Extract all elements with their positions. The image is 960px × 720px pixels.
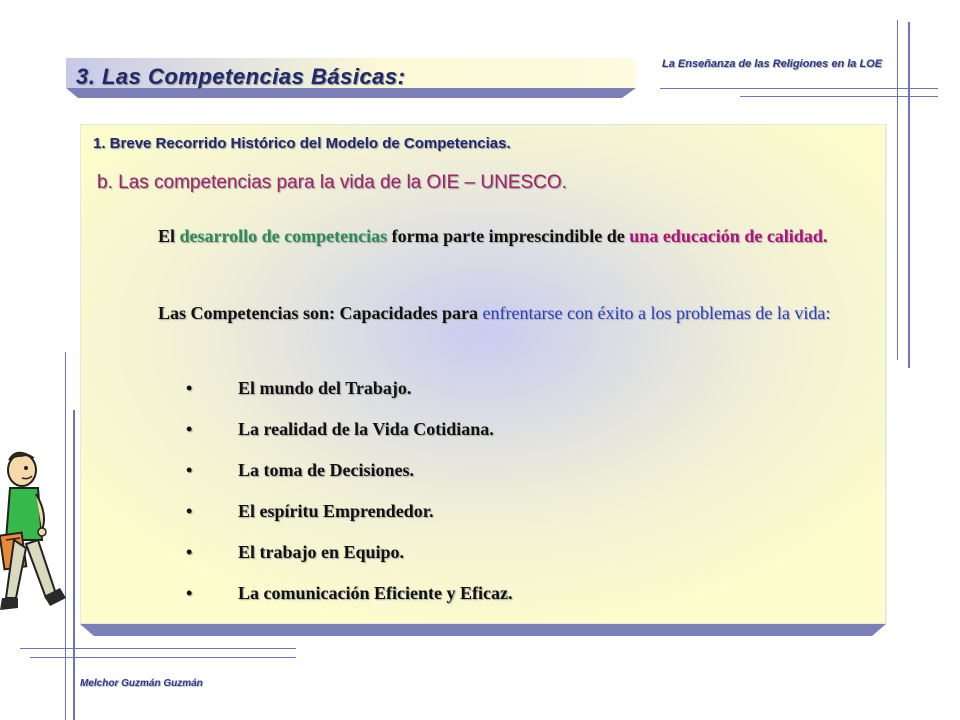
presentation-name: La Enseñanza de las Religiones en la LOE [662, 58, 883, 70]
paragraph1-highlight-calidad: una educación de calidad. [629, 226, 828, 246]
frame-line-bottom-horizontal-2 [30, 657, 296, 658]
bullet-icon: • [186, 419, 193, 439]
paragraph-development [158, 220, 880, 253]
frame-line-top-right-horizontal [660, 88, 938, 89]
bullet-icon: • [186, 501, 193, 521]
author-footer: Melchor Guzmán Guzmán [80, 678, 203, 689]
list-item-text: La comunicación Eficiente y Eficaz. [238, 583, 513, 603]
section-heading: b. Las competencias para la vida de la OIE – UNESCO. [97, 172, 567, 193]
list-item-text: El espíritu Emprendedor. [238, 501, 434, 521]
list-item-text: El mundo del Trabajo. [238, 378, 412, 398]
slide-title: 3. Las Competencias Básicas: [76, 64, 406, 89]
frame-line-left-vertical-2 [73, 410, 75, 720]
bullet-icon: • [186, 378, 193, 398]
frame-line-bottom-horizontal-1 [20, 648, 296, 649]
bullet-icon: • [186, 542, 193, 562]
list-item-text: La toma de Decisiones. [238, 460, 414, 480]
list-item-text: La realidad de la Vida Cotidiana. [238, 419, 494, 439]
paragraph2-colon: : [825, 303, 831, 323]
subtitle: 1. Breve Recorrido Histórico del Modelo de Competencias. [93, 135, 511, 152]
frame-line-right-vertical-1 [897, 20, 898, 360]
paragraph2-highlight-problemas: enfrentarse con éxito a los problemas de la vida [482, 303, 826, 323]
frame-line-top-right-horizontal-2 [740, 96, 938, 97]
frame-line-right-vertical-2 [908, 22, 910, 368]
bullet-icon: • [186, 460, 193, 480]
paragraph1-highlight-competencias: desarrollo de competencias [179, 226, 388, 246]
paragraph-definition [158, 297, 880, 330]
paragraph2-text-1: Las Competencias son: Capacidades para [158, 303, 483, 323]
list-item-text: El trabajo en Equipo. [238, 542, 405, 562]
bullet-icon: • [186, 583, 193, 603]
paragraph1-text-1: El [158, 226, 180, 246]
walking-student-icon [0, 448, 72, 639]
paragraph1-text-2: forma parte imprescindible de [387, 226, 630, 246]
